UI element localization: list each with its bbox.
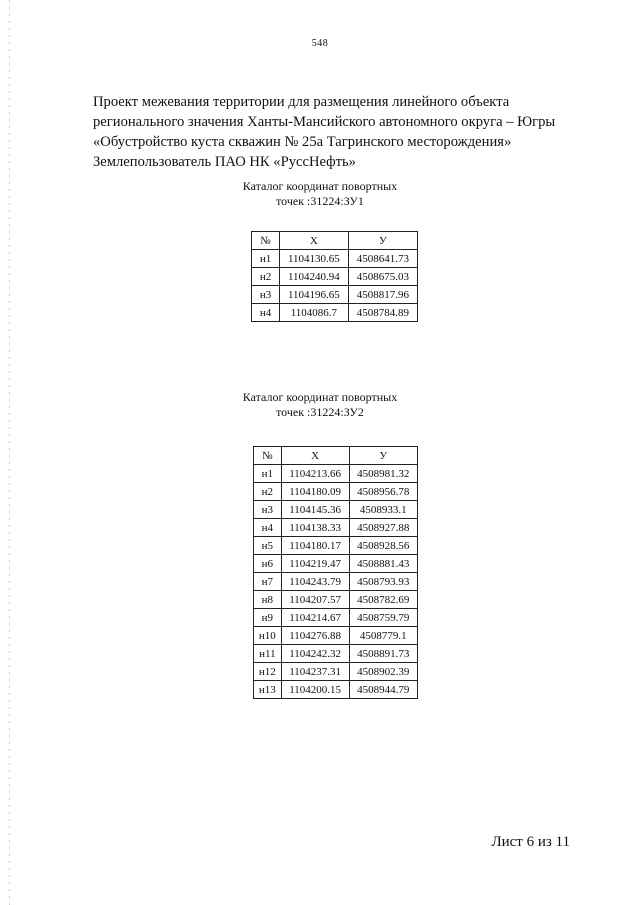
cell-point-number: н9 bbox=[254, 609, 282, 627]
cell-x-coordinate: 1104240.94 bbox=[280, 268, 349, 286]
table-row bbox=[252, 304, 418, 322]
column-header-number: № bbox=[252, 232, 280, 250]
table-row bbox=[254, 537, 418, 555]
cell-point-number: н3 bbox=[254, 501, 282, 519]
cell-point-number: н1 bbox=[252, 250, 280, 268]
cell-point-number: н4 bbox=[254, 519, 282, 537]
cell-x-coordinate: 1104207.57 bbox=[281, 591, 349, 609]
cell-y-coordinate: 4508793.93 bbox=[349, 573, 417, 591]
cell-x-coordinate: 1104086.7 bbox=[280, 304, 349, 322]
cell-y-coordinate: 4508759.79 bbox=[349, 609, 417, 627]
cell-y-coordinate: 4508881.43 bbox=[349, 555, 417, 573]
table-row bbox=[254, 555, 418, 573]
cell-x-coordinate: 1104180.17 bbox=[281, 537, 349, 555]
page-number: 548 bbox=[311, 38, 329, 49]
catalog-caption-line: точек :31224:ЗУ1 bbox=[276, 194, 364, 208]
sheet-number-label: Лист 6 из 11 bbox=[491, 834, 570, 850]
catalog-caption-line: Каталог координат повортных bbox=[242, 390, 398, 404]
cell-x-coordinate: 1104196.65 bbox=[280, 286, 349, 304]
cell-y-coordinate: 4508981.32 bbox=[349, 465, 417, 483]
cell-point-number: н5 bbox=[254, 537, 282, 555]
cell-point-number: н12 bbox=[254, 663, 282, 681]
table-row bbox=[254, 591, 418, 609]
table-row bbox=[254, 465, 418, 483]
table-row bbox=[252, 250, 418, 268]
document-header bbox=[93, 92, 593, 172]
table-row bbox=[254, 645, 418, 663]
table-row bbox=[254, 681, 418, 699]
cell-x-coordinate: 1104138.33 bbox=[281, 519, 349, 537]
table-row bbox=[254, 573, 418, 591]
binding-edge-marks bbox=[9, 0, 10, 905]
table-row bbox=[254, 627, 418, 645]
cell-y-coordinate: 4508891.73 bbox=[349, 645, 417, 663]
column-header-x: Х bbox=[281, 447, 349, 465]
table-row bbox=[252, 286, 418, 304]
cell-x-coordinate: 1104180.09 bbox=[281, 483, 349, 501]
column-header-x: Х bbox=[280, 232, 349, 250]
cell-x-coordinate: 1104214.67 bbox=[281, 609, 349, 627]
cell-x-coordinate: 1104130.65 bbox=[280, 250, 349, 268]
cell-point-number: н3 bbox=[252, 286, 280, 304]
cell-y-coordinate: 4508933.1 bbox=[349, 501, 417, 519]
cell-y-coordinate: 4508902.39 bbox=[349, 663, 417, 681]
cell-x-coordinate: 1104276.88 bbox=[281, 627, 349, 645]
cell-point-number: н11 bbox=[254, 645, 282, 663]
cell-point-number: н10 bbox=[254, 627, 282, 645]
cell-x-coordinate: 1104242.32 bbox=[281, 645, 349, 663]
cell-point-number: н1 bbox=[254, 465, 282, 483]
table-header-row bbox=[254, 447, 418, 465]
cell-y-coordinate: 4508956.78 bbox=[349, 483, 417, 501]
cell-point-number: н2 bbox=[254, 483, 282, 501]
cell-x-coordinate: 1104200.15 bbox=[281, 681, 349, 699]
header-line: Проект межевания территории для размещения линейного объекта bbox=[93, 94, 510, 110]
table-row bbox=[254, 501, 418, 519]
header-line: регионального значения Ханты-Мансийского автономного округа – Югры bbox=[93, 114, 556, 130]
header-line: «Обустройство куста скважин № 25а Тагринского месторождения» bbox=[93, 134, 512, 150]
cell-x-coordinate: 1104237.31 bbox=[281, 663, 349, 681]
table-row bbox=[254, 483, 418, 501]
cell-y-coordinate: 4508641.73 bbox=[348, 250, 417, 268]
catalog-caption-zu1 bbox=[0, 179, 640, 209]
catalog-caption-zu2 bbox=[0, 390, 640, 420]
column-header-y: У bbox=[349, 447, 417, 465]
cell-point-number: н2 bbox=[252, 268, 280, 286]
table-row bbox=[254, 663, 418, 681]
cell-y-coordinate: 4508675.03 bbox=[348, 268, 417, 286]
catalog-caption-line: Каталог координат повортных bbox=[242, 179, 398, 193]
column-header-number: № bbox=[254, 447, 282, 465]
header-line: Землепользователь ПАО НК «РуссНефть» bbox=[93, 154, 356, 170]
cell-y-coordinate: 4508927.88 bbox=[349, 519, 417, 537]
cell-y-coordinate: 4508782.69 bbox=[349, 591, 417, 609]
cell-y-coordinate: 4508817.96 bbox=[348, 286, 417, 304]
cell-y-coordinate: 4508928.56 bbox=[349, 537, 417, 555]
coordinates-table-zu2 bbox=[253, 446, 418, 699]
cell-point-number: н13 bbox=[254, 681, 282, 699]
cell-y-coordinate: 4508779.1 bbox=[349, 627, 417, 645]
table-header-row bbox=[252, 232, 418, 250]
cell-x-coordinate: 1104243.79 bbox=[281, 573, 349, 591]
cell-x-coordinate: 1104213.66 bbox=[281, 465, 349, 483]
column-header-y: У bbox=[348, 232, 417, 250]
cell-point-number: н7 bbox=[254, 573, 282, 591]
table-row bbox=[254, 609, 418, 627]
cell-x-coordinate: 1104145.36 bbox=[281, 501, 349, 519]
cell-x-coordinate: 1104219.47 bbox=[281, 555, 349, 573]
coordinates-table-zu1 bbox=[251, 231, 418, 322]
cell-point-number: н4 bbox=[252, 304, 280, 322]
table-row bbox=[254, 519, 418, 537]
catalog-caption-line: точек :31224:ЗУ2 bbox=[276, 405, 364, 419]
cell-y-coordinate: 4508944.79 bbox=[349, 681, 417, 699]
cell-point-number: н6 bbox=[254, 555, 282, 573]
cell-y-coordinate: 4508784.89 bbox=[348, 304, 417, 322]
cell-point-number: н8 bbox=[254, 591, 282, 609]
table-row bbox=[252, 268, 418, 286]
